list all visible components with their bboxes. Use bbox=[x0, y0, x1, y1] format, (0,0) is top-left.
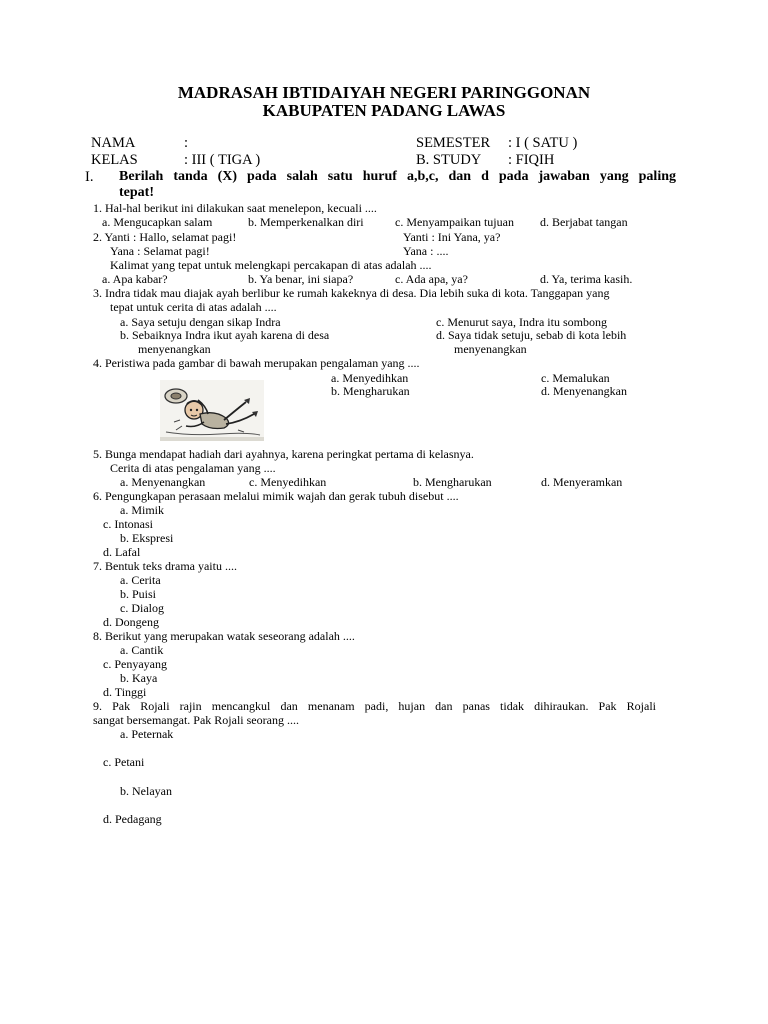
q7-option-d: d. Dongeng bbox=[103, 615, 159, 629]
question-5-line2: Cerita di atas pengalaman yang .... bbox=[110, 461, 276, 475]
q4-option-b: b. Mengharukan bbox=[331, 384, 410, 398]
question-3-line2: tepat untuk cerita di atas adalah .... bbox=[110, 300, 277, 314]
q4-option-a: a. Menyedihkan bbox=[331, 371, 409, 385]
q3-option-a: a. Saya setuju dengan sikap Indra bbox=[120, 315, 281, 329]
nama-label: NAMA bbox=[91, 135, 136, 151]
q9-option-a: a. Peternak bbox=[120, 727, 174, 741]
kelas-label: KELAS bbox=[91, 152, 138, 168]
q8-option-b: b. Kaya bbox=[120, 671, 158, 685]
q1-option-b: b. Memperkenalkan diri bbox=[248, 215, 364, 229]
q5-option-a: a. Menyenangkan bbox=[120, 475, 206, 489]
semester-value: : I ( SATU ) bbox=[508, 135, 578, 151]
question-2-line3: Kalimat yang tepat untuk melengkapi percakapan di atas adalah .... bbox=[110, 258, 432, 272]
q1-option-a: a. Mengucapkan salam bbox=[102, 215, 213, 229]
district-title: KABUPATEN PADANG LAWAS bbox=[262, 101, 506, 120]
q6-option-a: a. Mimik bbox=[120, 503, 164, 517]
section-number: I. bbox=[85, 169, 94, 185]
q2-option-a: a. Apa kabar? bbox=[102, 272, 168, 286]
question-3-line1: 3. Indra tidak mau diajak ayah berlibur ke rumah kakeknya di desa. Dia lebih suka di kota. Tanggapan yang bbox=[93, 286, 610, 300]
question-6: 6. Pengungkapan perasaan melalui mimik wajah dan gerak tubuh disebut .... bbox=[93, 489, 459, 503]
question-9-line1: 9. Pak Rojali rajin mencangkul dan menanam padi, hujan dan panas tidak dihiraukan. Pak Rojali bbox=[93, 699, 656, 713]
q8-option-a: a. Cantik bbox=[120, 643, 164, 657]
q9-option-c: c. Petani bbox=[103, 755, 145, 769]
nama-value: : bbox=[184, 135, 189, 151]
q9-option-b: b. Nelayan bbox=[120, 784, 172, 798]
q8-option-d: d. Tinggi bbox=[103, 685, 147, 699]
study-label: B. STUDY bbox=[416, 152, 482, 168]
q8-option-c: c. Penyayang bbox=[103, 657, 167, 671]
question-7: 7. Bentuk teks drama yaitu .... bbox=[93, 559, 237, 573]
q7-option-a: a. Cerita bbox=[120, 573, 161, 587]
q4-option-d: d. Menyenangkan bbox=[541, 384, 627, 398]
question-2-line1-right: Yanti : Ini Yana, ya? bbox=[403, 230, 501, 244]
q6-option-d: d. Lafal bbox=[103, 545, 141, 559]
q2-option-d: d. Ya, terima kasih. bbox=[540, 272, 633, 286]
question-4: 4. Peristiwa pada gambar di bawah merupakan pengalaman yang .... bbox=[93, 356, 420, 370]
q7-option-b: b. Puisi bbox=[120, 587, 157, 601]
q4-option-c: c. Memalukan bbox=[541, 371, 610, 385]
semester-label: SEMESTER bbox=[416, 135, 491, 151]
q9-option-d: d. Pedagang bbox=[103, 812, 162, 826]
kelas-value: : III ( TIGA ) bbox=[184, 152, 261, 168]
section-instruction-line2: tepat! bbox=[119, 185, 154, 200]
q7-option-c: c. Dialog bbox=[120, 601, 164, 615]
q2-option-c: c. Ada apa, ya? bbox=[395, 272, 468, 286]
question-5-line1: 5. Bunga mendapat hadiah dari ayahnya, karena peringkat pertama di kelasnya. bbox=[93, 447, 474, 461]
q1-option-c: c. Menyampaikan tujuan bbox=[395, 215, 514, 229]
question-9-line2: sangat bersemangat. Pak Rojali seorang .... bbox=[93, 713, 299, 727]
q5-option-c: c. Menyedihkan bbox=[249, 475, 327, 489]
q5-option-b: b. Mengharukan bbox=[413, 475, 492, 489]
school-title: MADRASAH IBTIDAIYAH NEGERI PARINGGONAN bbox=[177, 83, 591, 102]
falling-child-illustration bbox=[160, 380, 264, 441]
q3-option-b: b. Sebaiknya Indra ikut ayah karena di desa bbox=[120, 328, 330, 342]
q6-option-b: b. Ekspresi bbox=[120, 531, 174, 545]
question-2-line2: Yana : Selamat pagi! bbox=[110, 244, 210, 258]
question-8: 8. Berikut yang merupakan watak seseorang adalah .... bbox=[93, 629, 355, 643]
q1-option-d: d. Berjabat tangan bbox=[540, 215, 628, 229]
q3-option-d: d. Saya tidak setuju, sebab di kota lebih bbox=[436, 328, 627, 342]
q6-option-c: c. Intonasi bbox=[103, 517, 153, 531]
section-instruction-line1: Berilah tanda (X) pada salah satu huruf a,b,c, dan d pada jawaban yang paling bbox=[119, 169, 676, 184]
q2-option-b: b. Ya benar, ini siapa? bbox=[248, 272, 354, 286]
question-2-line1: 2. Yanti : Hallo, selamat pagi! bbox=[93, 230, 237, 244]
q5-option-d: d. Menyeramkan bbox=[541, 475, 623, 489]
q3-option-d-cont: menyenangkan bbox=[454, 342, 527, 356]
study-value: : FIQIH bbox=[508, 152, 555, 168]
question-2-line2-right: Yana : .... bbox=[403, 244, 449, 258]
q3-option-b-cont: menyenangkan bbox=[138, 342, 211, 356]
question-1: 1. Hal-hal berikut ini dilakukan saat menelepon, kecuali .... bbox=[93, 201, 377, 215]
q3-option-c: c. Menurut saya, Indra itu sombong bbox=[436, 315, 607, 329]
